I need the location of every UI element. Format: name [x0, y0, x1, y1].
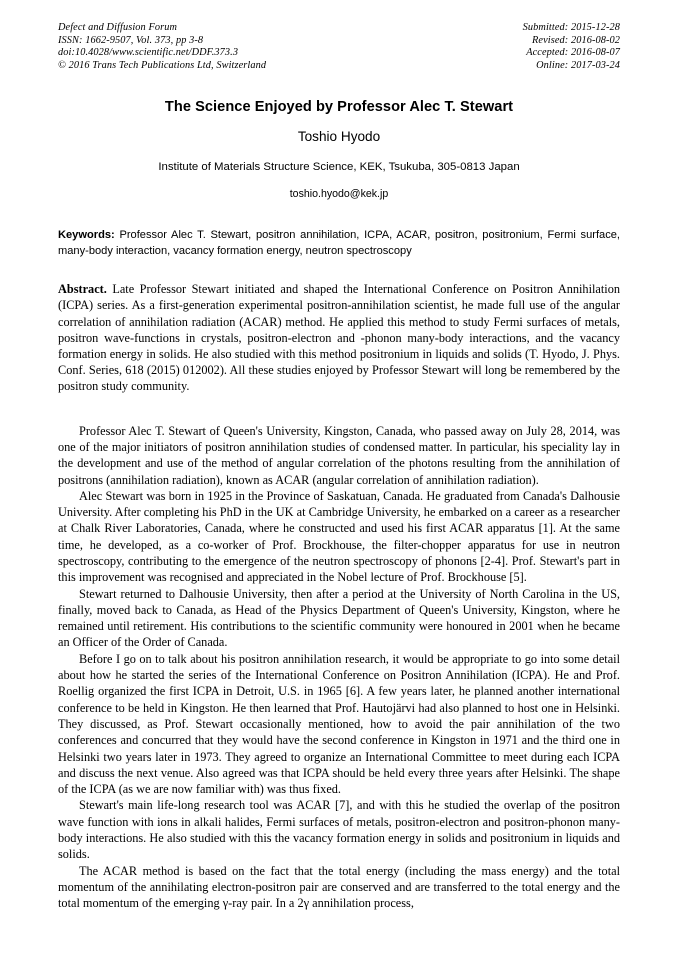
- journal-header-left: [58, 22, 266, 72]
- abstract-label: Abstract.: [58, 282, 107, 297]
- journal-copyright: © 2016 Trans Tech Publications Ltd, Switzerland: [58, 59, 267, 71]
- author-name: Toshio Hyodo: [297, 129, 381, 145]
- journal-doi: doi:10.4028/www.scientific.net/DDF.373.3: [58, 47, 239, 59]
- date-online: Online: 2017-03-24: [536, 59, 620, 71]
- page-title: The Science Enjoyed by Professor Alec T. Stewart: [164, 99, 514, 116]
- journal-header-right: [523, 22, 620, 72]
- body-text: [58, 423, 620, 912]
- body-paragraph: Professor Alec T. Stewart of Queen's University, Kingston, Canada, who passed away on July 28, 2014, was one of the major initiators of positron annihilation studies of condensed matter. In particular, his speciality lay in the development and use of the method of angular correlation of the photons resulting from the annihilation of positrons (annihilation radiation), known as ACAR (angular correlation of annihilation radiation).: [58, 423, 620, 487]
- body-paragraph: Before I go on to talk about his positron annihilation research, it would be appropriate to go into some detail about how he started the series of the International Conference on Positron Annihilation (ICPA). He and Prof. Roellig organized the first ICPA in Detroit, U.S. in 1965 [6]. A few years later, he planned another international conference to be held in Kingston. He then learned that Prof. Hautojärvi had also planned to host one in Helsinki. They discussed, as Prof. Stewart occasionally mentioned, how to avoid the pair annihilation of the two conferences and concurred that they would have the second conference in Kingston in 1971 and the third one in Helsinki two years later in 1973. They agreed to organize an International Committee to meet during each ICPA and discuss the next venue. Also agreed was that ICPA should be held every three years after Helsinki. The shape of the ICPA (as we are now familiar with) was thus fixed.: [58, 651, 620, 797]
- journal-name: Defect and Diffusion Forum: [58, 22, 177, 33]
- author-affiliation: Institute of Materials Structure Science, KEK, Tsukuba, 305-0813 Japan: [158, 161, 520, 174]
- date-accepted: Accepted: 2016-08-07: [526, 47, 620, 59]
- abstract-text: Late Professor Stewart initiated and shaped the International Conference on Positron Annihilation (ICPA) series. As a first-generation experimental positron-annihilation scientist, he made full use of the angular correlation of annihilation radiation (ACAR) method. He applied this method to study Fermi surfaces of metals, positron wave-functions in crystals, positron-electron and -phonon many-body interactions, and the vacancy formation energy in solids. He also studied with this method positronium in liquids and solids (T. Hyodo, J. Phys. Conf. Series, 618 (2015) 012002). All these studies enjoyed by Professor Stewart will long be remembered by the positron study community.: [58, 282, 620, 394]
- date-submitted: Submitted: 2015-12-28: [522, 22, 620, 33]
- body-paragraph: Stewart's main life-long research tool was ACAR [7], and with this he studied the overlap of the positron wave function with ions in alkali halides, Fermi surfaces of metals, positron-electron and positron-phonon many-body interactions. He also studied with this the vacancy formation energy in solids and positronium in liquids and solids.: [58, 798, 620, 862]
- title-block: [58, 98, 620, 201]
- keywords-list: Professor Alec T. Stewart, positron annihilation, ICPA, ACAR, positron, positronium, Fermi surface, many-body interaction, vacancy formation energy, neutron spectroscopy: [58, 229, 620, 257]
- abstract-section: [58, 281, 620, 394]
- keywords-label: Keywords:: [58, 229, 115, 242]
- date-revised: Revised: 2016-08-02: [532, 34, 620, 46]
- author-email: toshio.hyodo@kek.jp: [289, 188, 389, 201]
- keywords-section: [58, 228, 620, 259]
- body-paragraph: The ACAR method is based on the fact that the total energy (including the mass energy) and the total momentum of the annihilating electron-positron pair are conserved and are transferred to the total energy and the total momentum of the emerging γ-ray pair. In a 2γ annihilation process,: [58, 863, 620, 911]
- journal-header: [58, 22, 620, 72]
- body-paragraph: Alec Stewart was born in 1925 in the Province of Saskatuan, Canada. He graduated from Canada's Dalhousie University. After completing his PhD in the UK at Cambridge University, he embarked on a career as a researcher at Chalk River Laboratories, Canada, where he constructed and used his first ACAR apparatus [1]. At the same time, he developed, as a co-worker of Prof. Brockhouse, the filter-chopper apparatus for use in neutron spectroscopy, contributing to the emergence of the neutron spectroscopy of phonons [2-4]. Prof. Stewart's part in this improvement was recognised and appreciated in the Nobel lecture of Prof. Brockhouse [5].: [58, 488, 620, 585]
- journal-issn-volume: ISSN: 1662-9507, Vol. 373, pp 3-8: [58, 34, 204, 46]
- body-paragraph: Stewart returned to Dalhousie University, then after a period at the University of North Carolina in the US, finally, moved back to Canada, as Head of the Physics Department of Queen's University, Kingston, where he remained until retirement. His contributions to the scientific community were honoured in 2001 when he became an Officer of the Order of Canada.: [58, 586, 620, 650]
